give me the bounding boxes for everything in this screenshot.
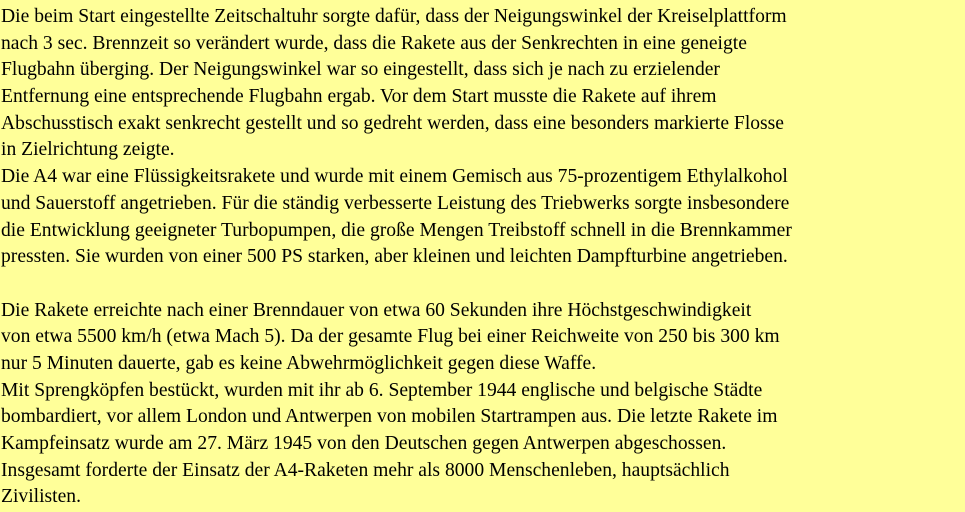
text-line: Die beim Start eingestellte Zeitschaltuhr sorgte dafür, dass der Neigungswinkel der Kreiselplattform [1, 6, 787, 27]
text-line: von etwa 5500 km/h (etwa Mach 5). Da der gesamte Flug bei einer Reichweite von 250 bis 300 km [1, 326, 780, 348]
text-line: Insgesamt forderte der Einsatz der A4-Raketen mehr als 8000 Menschenleben, hauptsächlich [1, 459, 730, 481]
text-line: pressten. Sie wurden von einer 500 PS starken, aber kleinen und leichten Dampfturbine angetrieben. [1, 246, 788, 268]
text-line: Mit Sprengköpfen bestückt, wurden mit ihr ab 6. September 1944 englische und belgische Städte [1, 379, 763, 401]
text-line: Die A4 war eine Flüssigkeitsrakete und wurde mit einem Gemisch aus 75-prozentigem Ethylalkohol [1, 166, 788, 188]
text-line: bombardiert, vor allem London und Antwerpen von mobilen Startrampen aus. Die letzte Rakete im [1, 406, 778, 428]
text-line: nur 5 Minuten dauerte, gab es keine Abwehrmöglichkeit gegen diese Waffe. [1, 352, 597, 374]
paragraph-guidance [1, 4, 965, 164]
paragraph-spacer [1, 271, 965, 298]
text-line: Zivilisten. [1, 486, 82, 508]
paragraph-propulsion [1, 164, 965, 271]
text-line: die Entwicklung geeigneter Turbopumpen, die große Mengen Treibstoff schnell in die Brennkammer [1, 219, 792, 241]
text-line: Flugbahn überging. Der Neigungswinkel war so eingestellt, dass sich je nach zu erzielender [1, 59, 720, 81]
text-line: und Sauerstoff angetrieben. Für die ständig verbesserte Leistung des Triebwerks sorgte insbesondere [1, 192, 790, 214]
text-line: nach 3 sec. Brennzeit so verändert wurde, dass die Rakete aus der Senkrechten in eine geneigte [1, 32, 747, 54]
text-line: Kampfeinsatz wurde am 27. März 1945 von den Deutschen gegen Antwerpen abgeschossen. [1, 433, 727, 454]
text-line: Entfernung eine entsprechende Flugbahn ergab. Vor dem Start musste die Rakete auf ihrem [1, 86, 717, 108]
paragraph-deployment [1, 378, 965, 511]
text-line: Abschusstisch exakt senkrecht gestellt und so gedreht werden, dass eine besonders markierte Flosse [1, 112, 785, 134]
text-line: in Zielrichtung zeigte. [1, 139, 175, 161]
text-line: Die Rakete erreichte nach einer Brenndauer von etwa 60 Sekunden ihre Höchstgeschwindigkeit [1, 299, 752, 321]
paragraph-performance [1, 298, 965, 378]
